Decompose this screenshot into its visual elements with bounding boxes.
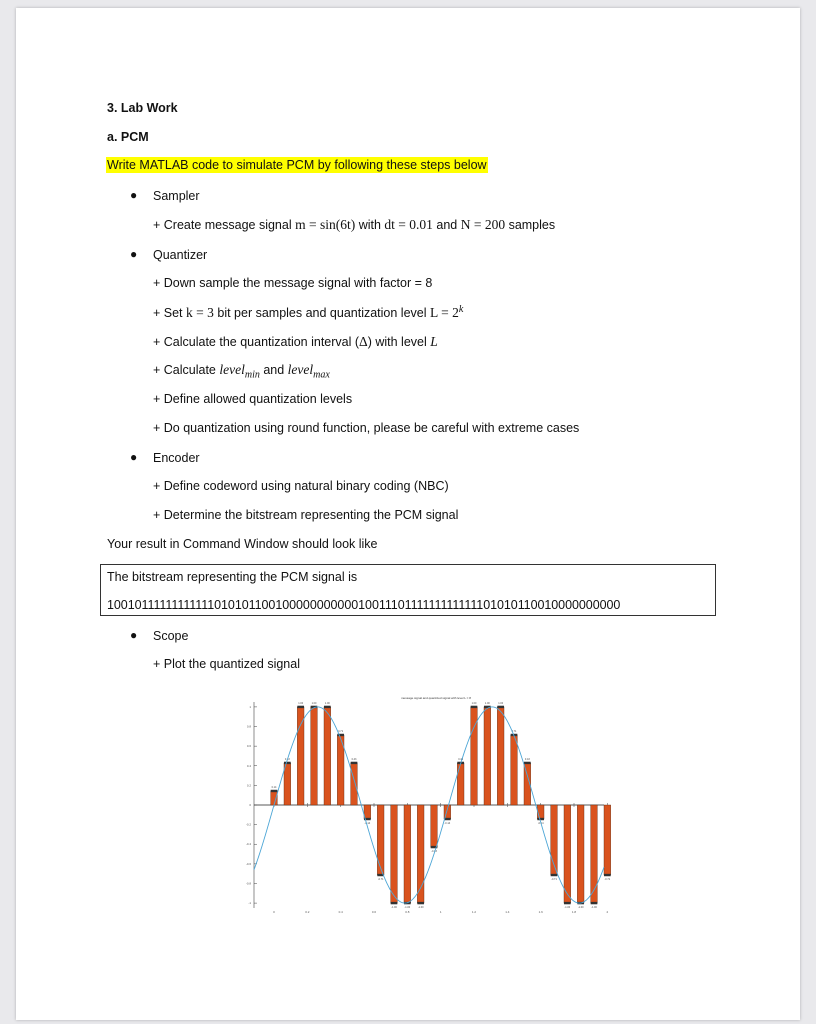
bar-end-marker: [604, 874, 611, 876]
quantized-signal-chart: [226, 688, 611, 914]
bullet-dot: ●: [130, 247, 138, 261]
bar-end-marker: [551, 874, 558, 876]
bar-value-label: -0.14: [537, 822, 544, 826]
math-eq: m = sin(6t): [295, 217, 356, 232]
bar: [284, 763, 291, 805]
quantizer-levels: [153, 362, 330, 381]
bullet-dot: ●: [130, 450, 138, 464]
bar: [564, 805, 571, 903]
x-tick-label: 2: [606, 910, 609, 914]
math-eq: N = 200: [460, 217, 506, 232]
math-sub: max: [313, 369, 330, 381]
bar-value-label: 0.43: [458, 757, 464, 761]
section-title: 3. Lab Work: [107, 101, 178, 115]
y-tick-label: -1: [248, 901, 251, 906]
bar-value-label: 0.71: [511, 729, 517, 733]
result-bitstream: 100101111111111110101011001000000000001001110111111111111101010110010000000000: [107, 598, 621, 612]
bar-end-marker: [471, 706, 478, 708]
bar-value-label: -0.71: [551, 878, 557, 882]
step-encoder-label: Encoder: [153, 451, 200, 465]
text: samples: [505, 218, 556, 232]
math-eq: L = 2: [430, 305, 459, 321]
bar-value-label: 0.43: [284, 757, 290, 761]
sampler-create-line: [153, 217, 555, 233]
scope-plot: + Plot the quantized signal: [153, 657, 300, 671]
x-tick-label: 0.6: [371, 910, 377, 914]
bar-end-marker: [524, 762, 531, 764]
bar-value-label: -0.14: [364, 822, 371, 826]
bar-value-label: 1.00: [311, 701, 317, 705]
math-sub: min: [244, 369, 260, 381]
math-eq: k = 3: [186, 305, 214, 321]
result-line-1: The bitstream representing the PCM signal is: [107, 570, 358, 584]
y-tick-label: -0.8: [245, 881, 251, 886]
math-eq: dt = 0.01: [384, 217, 433, 232]
bar-value-label: 1.00: [324, 701, 330, 705]
bar: [297, 707, 304, 805]
math-eq: Δ: [359, 334, 368, 349]
quantizer-allowed: + Define allowed quantization levels: [153, 392, 353, 406]
bar-value-label: -1.00: [404, 906, 411, 910]
bar-end-marker: [284, 762, 291, 764]
bar: [497, 707, 504, 805]
bar: [351, 763, 358, 805]
x-tick-label: 0.2: [305, 910, 310, 914]
chart-title: message signal and quantized signal with level L = 8: [401, 696, 471, 700]
instruction-highlight: Write MATLAB code to simulate PCM by following these steps below: [107, 158, 487, 172]
math-sup: k: [458, 304, 464, 315]
bar: [604, 805, 611, 875]
bar-end-marker: [271, 790, 278, 792]
bar: [537, 805, 544, 819]
result-intro: Your result in Command Window should look like: [107, 537, 378, 551]
bar-value-label: -0.71: [604, 878, 611, 882]
bar: [577, 805, 584, 903]
math-eq: level: [287, 362, 314, 377]
bar: [484, 707, 491, 805]
bar-value-label: -1.00: [417, 906, 424, 910]
bar: [431, 805, 438, 847]
math-eq: L: [430, 334, 438, 349]
x-tick-label: 1.8: [571, 910, 577, 914]
bar-value-label: -0.71: [377, 878, 384, 882]
y-tick-label: 0.6: [246, 744, 251, 749]
y-tick-label: -0.6: [245, 861, 251, 866]
bar-end-marker: [537, 818, 544, 820]
text: + Create message signal: [153, 218, 296, 232]
bar-value-label: -1.00: [591, 906, 597, 910]
bar-end-marker: [297, 706, 304, 708]
bar: [377, 805, 384, 875]
bar-end-marker: [417, 902, 424, 904]
bar-value-label: 0.43: [351, 757, 357, 761]
bar-end-marker: [591, 902, 598, 904]
bar-value-label: 0.71: [338, 729, 344, 733]
text: bit per samples and quantization level: [213, 306, 430, 321]
text: + Set: [153, 306, 187, 321]
x-tick-label: 1.2: [471, 910, 477, 914]
bar-value-label: -1.00: [577, 906, 584, 910]
x-tick-label: 0.4: [338, 910, 343, 914]
math-eq: level: [219, 362, 245, 377]
bar: [324, 707, 331, 805]
step-sampler-label: Sampler: [153, 189, 200, 203]
quantizer-set-k: [153, 304, 463, 321]
y-tick-label: 0.2: [246, 783, 251, 788]
x-tick-label: 1.4: [505, 910, 510, 914]
bar-value-label: 1.00: [298, 701, 304, 705]
bar-value-label: -0.14: [444, 822, 451, 826]
bar-value-label: 0.43: [524, 757, 530, 761]
bar-value-label: -1.00: [564, 906, 571, 910]
text: + Calculate: [153, 363, 220, 377]
text: and: [432, 218, 461, 232]
bar: [391, 805, 398, 903]
bar: [591, 805, 598, 903]
bar-value-label: 0.14: [271, 785, 277, 789]
quantizer-downsample: + Down sample the message signal with factor = 8: [153, 276, 433, 290]
x-tick-label: 0.8: [405, 910, 410, 914]
bar-end-marker: [324, 706, 331, 708]
subsection-title: a. PCM: [107, 130, 149, 144]
encoder-bitstream: + Determine the bitstream representing the PCM signal: [153, 508, 459, 522]
x-tick-label: 1.6: [538, 910, 543, 914]
bar-end-marker: [391, 902, 398, 904]
bar: [457, 763, 464, 805]
bar-end-marker: [351, 762, 358, 764]
bullet-dot: ●: [130, 188, 138, 202]
text: and: [259, 363, 288, 377]
bar: [311, 707, 318, 805]
x-tick-label: 0: [273, 910, 275, 914]
text: ) with level: [367, 335, 431, 349]
y-tick-label: 0.4: [246, 763, 251, 768]
bar-value-label: -1.00: [391, 906, 397, 910]
bar-end-marker: [337, 734, 344, 736]
result-box: [100, 564, 716, 616]
y-tick-label: -0.4: [245, 842, 251, 847]
encoder-codeword: + Define codeword using natural binary coding (NBC): [153, 479, 449, 493]
x-tick-label: 1: [439, 910, 442, 914]
quantizer-round: + Do quantization using round function, please be careful with extreme cases: [153, 421, 580, 435]
instruction: [106, 158, 488, 172]
bar: [511, 735, 518, 805]
text: + Calculate the quantization interval (: [153, 335, 360, 349]
bullet-dot: ●: [130, 628, 138, 642]
y-tick-label: 0: [249, 803, 251, 807]
bar: [404, 805, 411, 903]
bar-value-label: 1.00: [498, 701, 504, 705]
document-page: [16, 8, 800, 1020]
bar-value-label: -0.43: [431, 850, 437, 854]
y-tick-label: -0.2: [245, 822, 251, 827]
text: with: [355, 218, 385, 232]
bar-end-marker: [497, 706, 504, 708]
y-tick-label: 1: [249, 704, 251, 709]
bar-end-marker: [564, 902, 571, 904]
step-quantizer-label: Quantizer: [153, 248, 208, 262]
bar-value-label: 1.00: [484, 701, 490, 705]
y-tick-label: 0.8: [246, 724, 251, 729]
step-scope-label: Scope: [153, 629, 189, 643]
quantizer-interval: [153, 334, 438, 350]
bar-value-label: 1.00: [471, 701, 477, 705]
